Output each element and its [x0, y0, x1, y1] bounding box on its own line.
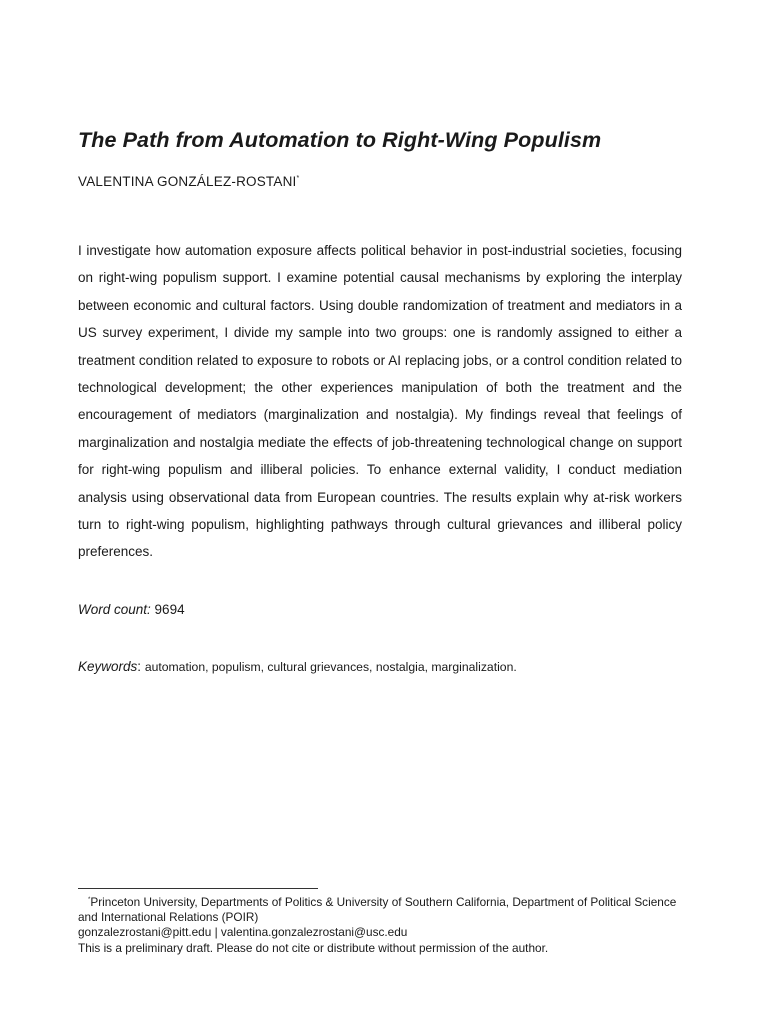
footnote-affiliation-text: Princeton University, Departments of Politics & University of Southern California, Department of Political Science and International Relations (POIR)	[78, 895, 677, 925]
author-footnote-mark: *	[296, 175, 300, 182]
word-count-value: 9694	[154, 602, 185, 617]
keywords-value: automation, populism, cultural grievances, nostalgia, marginalization.	[144, 660, 517, 674]
footnote-affiliation	[78, 893, 682, 925]
word-count-label: Word count:	[78, 602, 151, 617]
abstract-text: I investigate how automation exposure affects political behavior in post-industrial societies, focusing on right-wing populism support. I examine potential causal mechanisms by exploring the interplay between economic and cultural factors. Using double randomization of treatment and mediators in a US survey experiment, I divide my sample into two groups: one is randomly assigned to either a treatment condition related to exposure to robots or AI replacing jobs, or a control condition related to technological development; the other experiences manipulation of both the treatment and the encouragement of mediators (marginalization and nostalgia). My findings reveal that feelings of marginalization and nostalgia mediate the effects of job-threatening technological change on support for right-wing populism and illiberal policies. To enhance external validity, I conduct mediation analysis using observational data from European countries. The results explain why at-risk workers turn to right-wing populism, highlighting pathways through cultural grievances and illiberal policy preferences.	[78, 243, 682, 560]
author-name-text: VALENTINA GONZÁLEZ-ROSTANI	[78, 174, 297, 189]
keywords	[78, 659, 517, 674]
footnote-emails: gonzalezrostani@pitt.edu | valentina.gonzalezrostani@usc.edu	[78, 925, 408, 940]
author-name	[78, 174, 299, 189]
footnote-rule	[78, 888, 318, 889]
keywords-label: Keywords	[78, 659, 138, 674]
footnote	[78, 893, 682, 956]
footnote-mark: *	[88, 897, 91, 903]
word-count	[78, 602, 185, 617]
keywords-colon: :	[137, 659, 142, 674]
paper-title: The Path from Automation to Right-Wing Populism	[78, 128, 602, 152]
footnote-draft-note: This is a preliminary draft. Please do not cite or distribute without permission of the author.	[78, 940, 549, 955]
